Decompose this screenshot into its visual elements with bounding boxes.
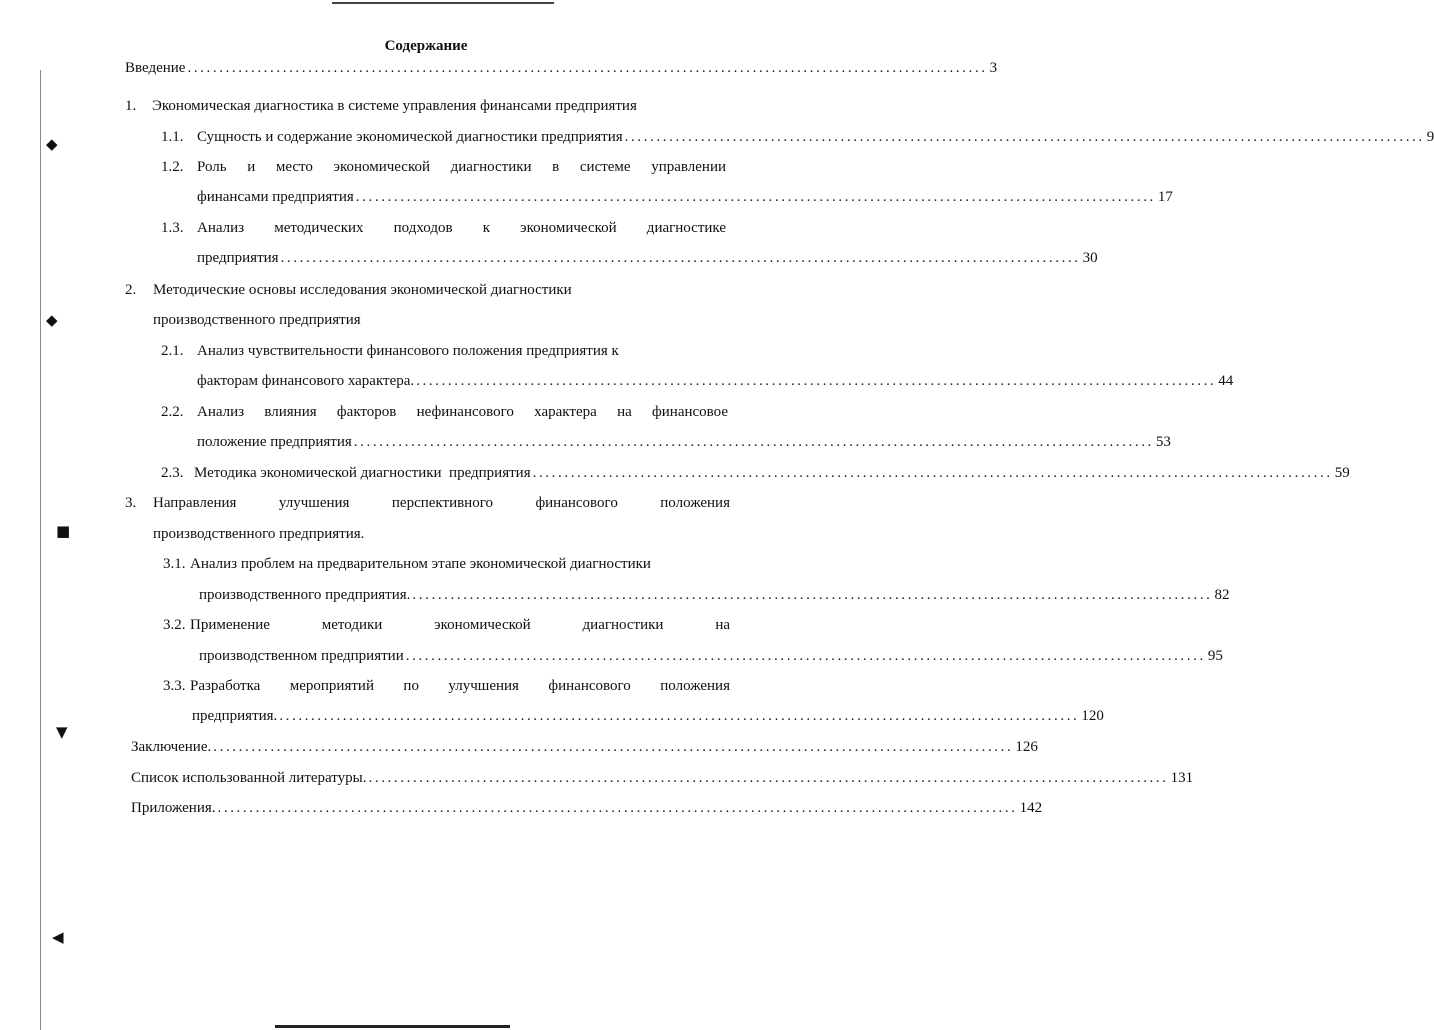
toc-item-3-3-line2 bbox=[192, 707, 1104, 725]
toc-entry-text: Заключение. bbox=[131, 739, 212, 755]
toc-item-text: финансами предприятия bbox=[197, 189, 354, 205]
toc-page-number: 82 bbox=[1214, 587, 1230, 603]
leader-dots: .............................................................................................................................. bbox=[217, 800, 1018, 816]
toc-page-number: 142 bbox=[1019, 800, 1043, 816]
toc-section-3-title-line2: производственного предприятия. bbox=[153, 526, 365, 542]
punch-mark-icon: ◀ bbox=[52, 928, 64, 946]
toc-item-3-2-line2 bbox=[199, 647, 1223, 665]
toc-item-3-3-line1: Разработка мероприятий по улучшения финансового положения bbox=[190, 678, 730, 694]
toc-item-text: производственном предприятии bbox=[199, 648, 404, 664]
leader-dots: .............................................................................................................................. bbox=[280, 250, 1081, 266]
leader-dots: .............................................................................................................................. bbox=[279, 708, 1080, 724]
toc-section-1 bbox=[125, 97, 637, 115]
toc-item-number: 1.3. bbox=[161, 220, 184, 236]
toc-entry-intro bbox=[125, 59, 998, 77]
toc-page-number: 9 bbox=[1426, 129, 1434, 145]
leader-dots: .............................................................................................................................. bbox=[624, 129, 1425, 145]
leader-dots: .............................................................................................................................. bbox=[353, 434, 1154, 450]
leader-dots: .............................................................................................................................. bbox=[416, 373, 1217, 389]
toc-page-number: 59 bbox=[1334, 465, 1350, 481]
toc-item-3-1-line1: Анализ проблем на предварительном этапе экономической диагностики bbox=[190, 556, 651, 572]
toc-item-2-2-line1: Анализ влияния факторов нефинансового характера на финансовое bbox=[197, 404, 728, 420]
toc-item-2-1-line1: Анализ чувствительности финансового положения предприятия к bbox=[197, 343, 619, 359]
toc-page-number: 30 bbox=[1082, 250, 1098, 266]
toc-item-3-2-line1: Применение методики экономической диагностики на bbox=[190, 617, 730, 633]
leader-dots: .............................................................................................................................. bbox=[355, 189, 1156, 205]
punch-mark-icon: ◆ bbox=[46, 135, 58, 153]
page-title: Содержание bbox=[384, 38, 468, 54]
toc-entry-conclusion bbox=[131, 738, 1038, 756]
toc-item-3-1-line2 bbox=[199, 586, 1230, 604]
toc-entry-text: Введение bbox=[125, 60, 186, 76]
toc-section-2-title-line2: производственного предприятия bbox=[153, 312, 361, 328]
toc-page-number: 17 bbox=[1157, 189, 1173, 205]
toc-item-1-3-line2 bbox=[197, 249, 1098, 267]
toc-entry-references bbox=[131, 769, 1194, 787]
toc-section-3-title-line1: Направления улучшения перспективного финансового положения bbox=[153, 495, 730, 511]
toc-item-text: Сущность и содержание экономической диагностики предприятия bbox=[197, 129, 623, 145]
toc-page-number: 120 bbox=[1081, 708, 1104, 724]
toc-page-number: 126 bbox=[1015, 739, 1038, 755]
toc-section-number: 2. bbox=[125, 282, 137, 298]
punch-mark-icon: ▼ bbox=[56, 723, 68, 741]
toc-item-text: факторам финансового характера. bbox=[197, 373, 415, 389]
toc-item-number: 3.3. bbox=[163, 678, 186, 694]
toc-item-1-1 bbox=[197, 128, 1434, 146]
toc-page-number: 95 bbox=[1207, 648, 1223, 664]
leader-dots: .............................................................................................................................. bbox=[213, 739, 1014, 755]
toc-entry-text: Приложения. bbox=[131, 800, 216, 816]
toc-item-1-3-line1: Анализ методических подходов к экономической диагностике bbox=[197, 220, 726, 236]
leader-dots: .............................................................................................................................. bbox=[368, 770, 1169, 786]
scan-edge-top bbox=[332, 2, 554, 4]
leader-dots: .............................................................................................................................. bbox=[532, 465, 1333, 481]
toc-item-text: предприятия bbox=[197, 250, 279, 266]
toc-item-text: Методика экономической диагностики предприятия bbox=[194, 465, 531, 481]
toc-item-number: 3.2. bbox=[163, 617, 186, 633]
toc-section-number: 3. bbox=[125, 495, 137, 511]
toc-item-text: предприятия. bbox=[192, 708, 278, 724]
scan-edge-bottom bbox=[275, 1025, 510, 1028]
toc-item-2-3 bbox=[194, 464, 1350, 482]
toc-item-number: 1.2. bbox=[161, 159, 184, 175]
toc-section-number: 1. bbox=[125, 98, 137, 114]
toc-page-number: 44 bbox=[1218, 373, 1234, 389]
toc-item-number: 2.3. bbox=[161, 465, 184, 481]
leader-dots: .............................................................................................................................. bbox=[187, 60, 988, 76]
toc-page-number: 53 bbox=[1155, 434, 1171, 450]
toc-item-2-1-line2 bbox=[197, 372, 1234, 390]
toc-item-text: производственного предприятия. bbox=[199, 587, 411, 603]
leader-dots: .............................................................................................................................. bbox=[412, 587, 1213, 603]
toc-item-number: 2.2. bbox=[161, 404, 184, 420]
punch-mark-icon: ■ bbox=[56, 522, 71, 540]
toc-section-title: Экономическая диагностика в системе управления финансами предприятия bbox=[152, 98, 637, 114]
toc-section-2-title-line1: Методические основы исследования экономической диагностики bbox=[153, 282, 572, 298]
toc-item-1-2-line2 bbox=[197, 188, 1173, 206]
toc-item-number: 2.1. bbox=[161, 343, 184, 359]
leader-dots: .............................................................................................................................. bbox=[405, 648, 1206, 664]
toc-page-number: 131 bbox=[1170, 770, 1194, 786]
toc-item-2-2-line2 bbox=[197, 433, 1171, 451]
toc-item-number: 1.1. bbox=[161, 129, 184, 145]
toc-page-number: 3 bbox=[989, 60, 998, 76]
punch-mark-icon: ◆ bbox=[46, 311, 58, 329]
toc-entry-text: Список использованной литературы. bbox=[131, 770, 367, 786]
scan-edge-left bbox=[40, 70, 41, 1030]
toc-item-text: положение предприятия bbox=[197, 434, 352, 450]
toc-item-number: 3.1. bbox=[163, 556, 186, 572]
toc-entry-appendix bbox=[131, 799, 1043, 817]
toc-item-1-2-line1: Роль и место экономической диагностики в системе управлении bbox=[197, 159, 726, 175]
